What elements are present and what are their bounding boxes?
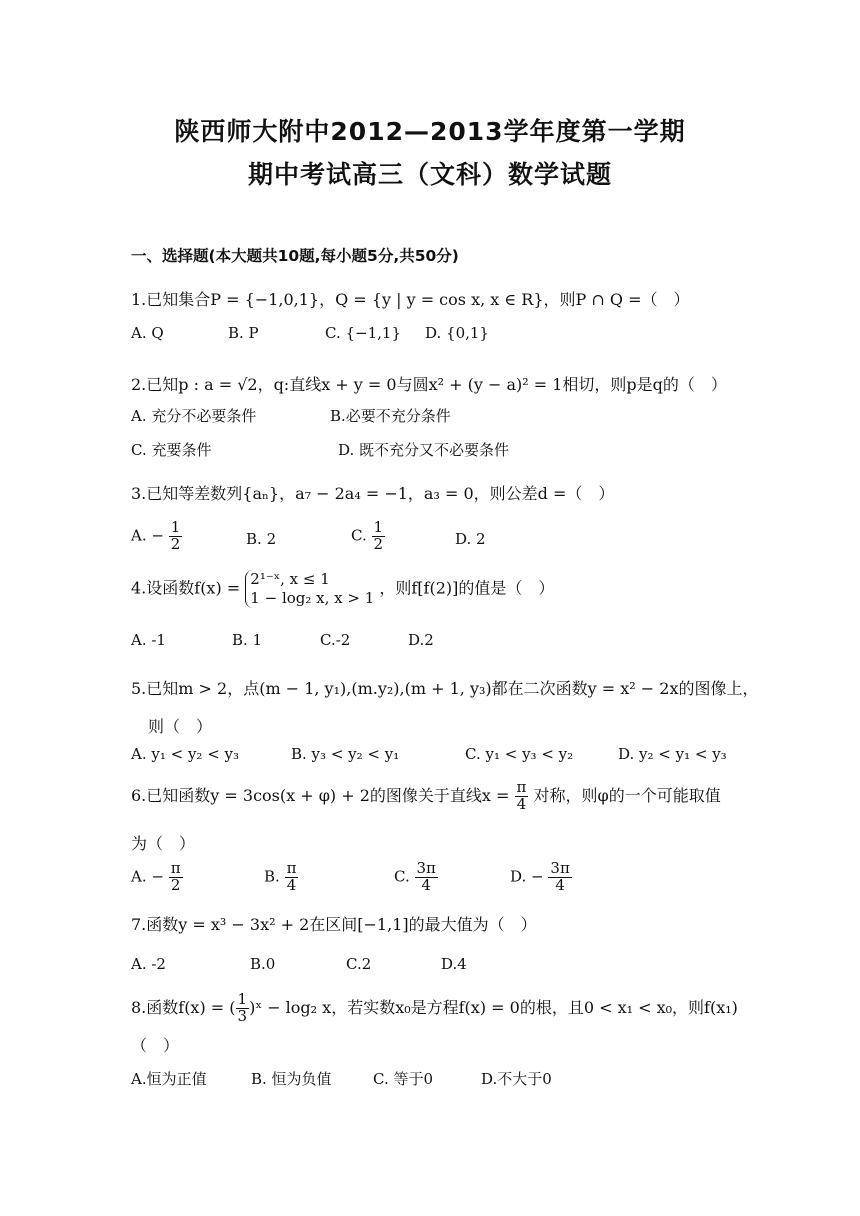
question-3-option-a [131, 520, 182, 553]
question-5-option-a: A. y₁ < y₂ < y₃ [131, 745, 240, 763]
question-1-option-c: C. {−1,1} [325, 324, 401, 342]
question-2-option-b: B.必要不充分条件 [330, 407, 451, 425]
question-6-option-b [264, 861, 298, 894]
minus-sign: − [151, 867, 164, 886]
question-2-option-d: D. 既不充分又不必要条件 [338, 441, 510, 459]
fraction-3pi-over-4 [415, 861, 438, 894]
denominator: 4 [516, 794, 527, 813]
option-label: D. [455, 530, 472, 548]
piecewise-case-2: 1 − log₂ x, x > 1 [250, 588, 375, 607]
fraction-pi-over-4 [515, 780, 529, 813]
question-5-stem-cont: 则（ ） [148, 717, 213, 736]
denominator: 2 [170, 534, 181, 553]
question-5-option-b: B. y₃ < y₂ < y₁ [291, 745, 400, 763]
exam-title-line1: 陕西师大附中2012—2013学年度第一学期 [174, 117, 686, 146]
section-heading-choice: 一、选择题(本大题共10题,每小题5分,共50分) [131, 247, 459, 265]
numerator: π [516, 778, 527, 796]
question-4-option-b: B. 1 [232, 631, 263, 649]
numerator: 1 [237, 990, 248, 1008]
question-5-option-d: D. y₂ < y₁ < y₃ [618, 745, 727, 763]
fraction-one-third [236, 992, 250, 1025]
question-6-stem-cont: 为（ ） [131, 834, 196, 853]
question-8-stem [131, 992, 738, 1025]
question-2-stem: 2.已知p : a = √2，q:直线x + y = 0与圆x² + (y − a)² = 1相切，则p是q的（ ） [131, 375, 727, 394]
stem-suffix: ，则f[f(2)]的值是（ ） [379, 578, 555, 598]
stem-prefix: 8.函数f(x) = ( [131, 997, 236, 1017]
option-value: 2 [476, 530, 486, 548]
exam-title-line2: 期中考试高三（文科）数学试题 [247, 160, 612, 189]
piecewise-case-1: 2¹⁻ˣ, x ≤ 1 [250, 570, 330, 588]
question-1-stem: 1.已知集合P = {−1,0,1}，Q = {y | y = cos x, x ∈ R}，则P ∩ Q =（ ） [131, 290, 690, 309]
option-label: B. [246, 530, 262, 548]
stem-suffix: 对称，则φ的一个可能取值 [533, 785, 721, 805]
option-label: B. [264, 867, 280, 886]
question-7-stem: 7.函数y = x³ − 3x² + 2在区间[−1,1]的最大值为（ ） [131, 915, 537, 934]
option-label: C. [394, 867, 410, 886]
question-5-option-c: C. y₁ < y₃ < y₂ [465, 745, 574, 763]
fraction-pi-over-4 [285, 861, 299, 894]
question-1-option-d: D. {0,1} [425, 324, 489, 342]
option-label: A. [131, 867, 147, 886]
question-7-option-a: A. -2 [131, 955, 166, 973]
fraction-3pi-over-4 [548, 861, 571, 894]
denominator: 4 [286, 875, 297, 894]
piecewise-function [245, 570, 374, 608]
option-label: C. [351, 526, 367, 545]
question-4-option-a: A. -1 [131, 631, 166, 649]
numerator: π [170, 859, 181, 877]
numerator: 3π [550, 859, 570, 877]
question-3-option-b [246, 530, 276, 548]
stem-suffix: )ˣ − log₂ x，若实数x₀是方程f(x) = 0的根，且0 < x₁ < x₀，则f(x₁) [249, 997, 738, 1017]
question-3-option-d [455, 530, 486, 548]
fraction-pi-over-2 [169, 861, 183, 894]
question-5-stem: 5.已知m > 2，点(m − 1, y₁),(m.y₂),(m + 1, y₃)都在二次函数y = x² − 2x的图像上， [131, 679, 759, 698]
question-2-option-c: C. 充要条件 [131, 441, 212, 459]
question-2-option-a: A. 充分不必要条件 [131, 407, 257, 425]
option-label: D. [510, 867, 527, 886]
question-6-stem [131, 780, 721, 813]
question-1-option-b: B. P [228, 324, 259, 342]
question-8-stem-cont: （ ） [131, 1036, 180, 1055]
denominator: 4 [555, 875, 565, 894]
minus-sign: − [151, 526, 164, 545]
question-4-stem [131, 570, 554, 608]
fraction-one-half [372, 520, 386, 553]
question-8-option-d: D.不大于0 [481, 1070, 552, 1088]
question-7-option-b: B.0 [250, 955, 276, 973]
denominator: 4 [421, 875, 431, 894]
numerator: 1 [170, 518, 181, 536]
question-1-option-a: A. Q [131, 324, 164, 342]
numerator: 3π [416, 859, 436, 877]
question-6-option-a [131, 861, 183, 894]
option-value: 2 [266, 530, 277, 548]
denominator: 2 [170, 875, 181, 894]
numerator: 1 [373, 518, 384, 536]
question-6-option-d [510, 861, 572, 894]
question-3-stem: 3.已知等差数列{aₙ}，a₇ − 2a₄ = −1，a₃ = 0，则公差d =（ ） [131, 484, 615, 503]
stem-prefix: 6.已知函数y = 3cos(x + φ) + 2的图像关于直线x = [131, 785, 510, 805]
question-8-option-b: B. 恒为负值 [251, 1070, 332, 1088]
denominator: 2 [373, 534, 384, 553]
question-4-option-c: C.-2 [320, 631, 351, 649]
numerator: π [286, 859, 297, 877]
minus-sign: − [531, 867, 544, 886]
option-label: A. [131, 526, 147, 545]
denominator: 3 [237, 1006, 248, 1025]
fraction-one-half [169, 520, 183, 553]
question-8-option-c: C. 等于0 [373, 1070, 434, 1088]
question-7-option-c: C.2 [346, 955, 372, 973]
question-8-option-a: A.恒为正值 [131, 1070, 207, 1088]
stem-prefix: 4.设函数f(x) = [131, 578, 241, 598]
question-3-option-c [351, 520, 385, 553]
question-7-option-d: D.4 [441, 955, 467, 973]
question-6-option-c [394, 861, 438, 894]
question-4-option-d: D.2 [408, 631, 434, 649]
